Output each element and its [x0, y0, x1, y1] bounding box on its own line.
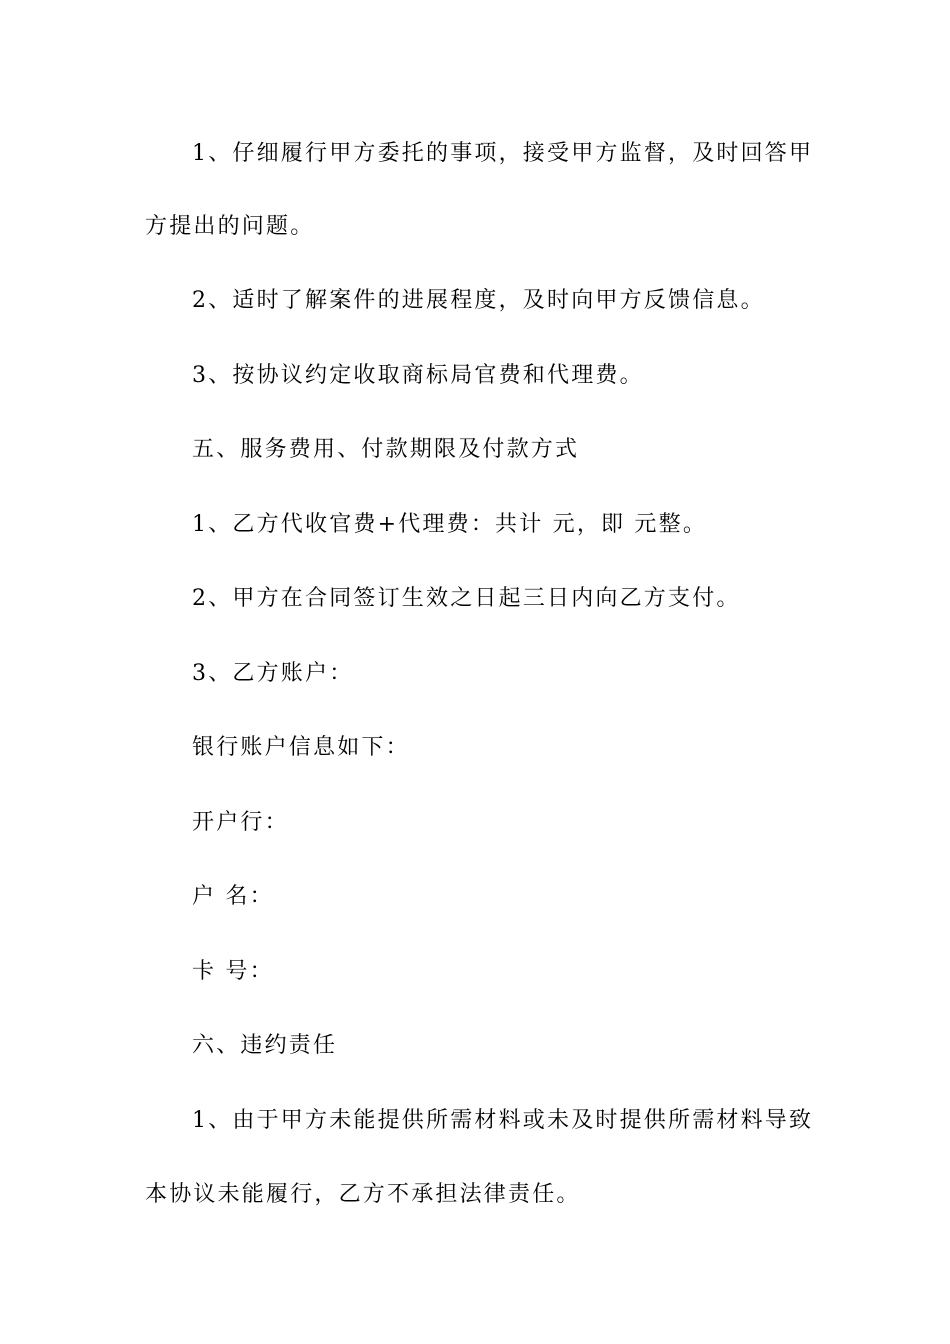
paragraph-line: 1、由于甲方未能提供所需材料或未及时提供所需材料导致 — [192, 1108, 814, 1133]
section-heading: 六、违约责任 — [192, 1033, 338, 1058]
paragraph-line: 卡 号： — [192, 959, 274, 984]
paragraph-line: 1、仔细履行甲方委托的事项，接受甲方监督，及时回答甲 — [192, 141, 814, 166]
section-heading: 五、服务费用、付款期限及付款方式 — [192, 437, 580, 462]
paragraph-line: 户 名： — [192, 884, 274, 909]
paragraph-line: 开户行： — [192, 810, 289, 835]
paragraph-line: 3、按协议约定收取商标局官费和代理费。 — [192, 363, 644, 388]
paragraph-line: 方提出的问题。 — [145, 214, 315, 239]
paragraph-line: 2、甲方在合同签订生效之日起三日内向乙方支付。 — [192, 586, 741, 611]
paragraph-line: 3、乙方账户： — [192, 661, 354, 686]
paragraph-line: 本协议未能履行，乙方不承担法律责任。 — [145, 1182, 581, 1207]
paragraph-line: 2、适时了解案件的进展程度，及时向甲方反馈信息。 — [192, 288, 765, 313]
paragraph-line: 银行账户信息如下： — [192, 735, 410, 760]
paragraph-line: 1、乙方代收官费+代理费：共计 元，即 元整。 — [192, 512, 708, 537]
